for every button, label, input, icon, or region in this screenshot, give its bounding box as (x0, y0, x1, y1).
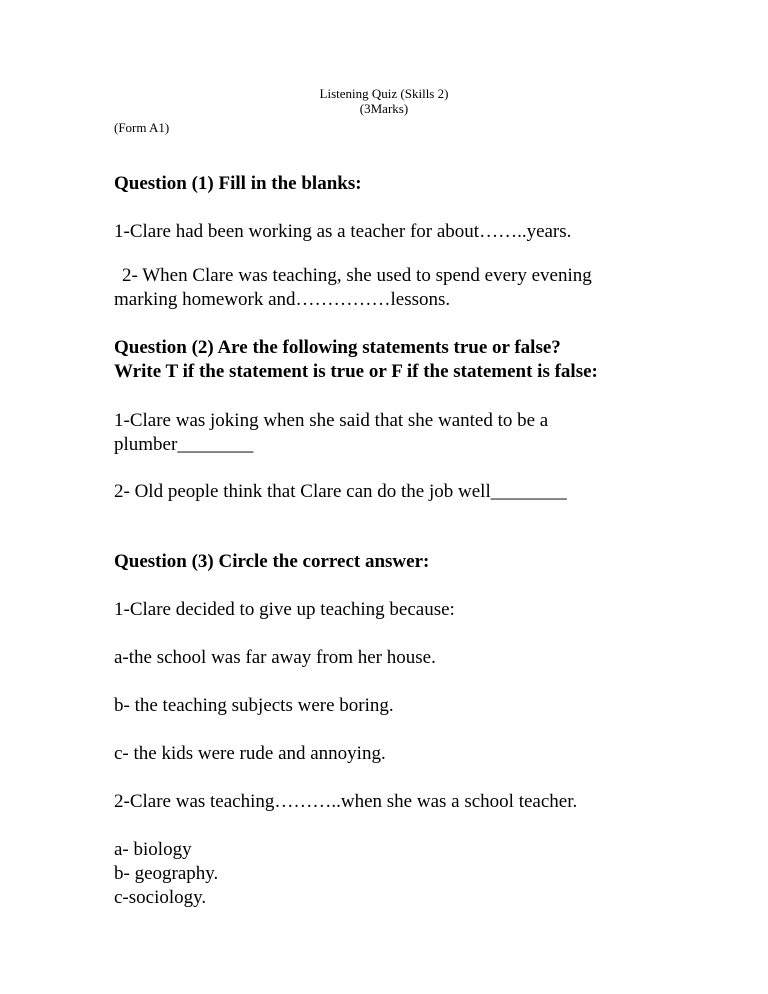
quiz-header (0, 86, 768, 116)
question-2-item-1 (114, 409, 714, 457)
question-3-item-2-options (114, 838, 714, 910)
question-3-item-1-option-b: b- the teaching subjects were boring. (114, 695, 394, 716)
question-2-heading-line-1: Question (2) Are the following statements true or false? (114, 337, 561, 358)
question-3-item-2-option-b: b- geography. (114, 863, 219, 884)
question-3-item-2-option-a: a- biology (114, 839, 192, 860)
question-2-heading-line-2: Write T if the statement is true or F if the statement is false: (114, 361, 598, 382)
question-2-item-1-line-2: plumber________ (114, 434, 254, 455)
question-2-item-2: 2- Old people think that Clare can do the job well________ (114, 481, 567, 502)
question-3-item-1-option-c: c- the kids were rude and annoying. (114, 743, 386, 764)
question-1-heading: Question (1) Fill in the blanks: (114, 173, 362, 194)
question-1-item-2-line-2: marking homework and……………lessons. (114, 289, 451, 310)
question-2-heading (114, 336, 714, 384)
question-2-item-1-line-1: 1-Clare was joking when she said that she wanted to be a (114, 410, 549, 431)
form-label: (Form A1) (114, 120, 170, 135)
question-1-item-1: 1-Clare had been working as a teacher for about……..years. (114, 221, 572, 242)
question-3-item-2-option-c: c-sociology. (114, 887, 207, 908)
quiz-marks: (3Marks) (359, 101, 409, 116)
question-3-item-2: 2-Clare was teaching………..when she was a school teacher. (114, 791, 578, 812)
question-3-item-1-option-a: a-the school was far away from her house. (114, 647, 436, 668)
quiz-title: Listening Quiz (Skills 2) (319, 86, 449, 101)
question-1-item-2-line-1: 2- When Clare was teaching, she used to spend every evening (122, 265, 592, 286)
question-3-heading: Question (3) Circle the correct answer: (114, 551, 430, 572)
question-1-item-2 (114, 264, 714, 312)
question-3-item-1: 1-Clare decided to give up teaching because: (114, 599, 455, 620)
